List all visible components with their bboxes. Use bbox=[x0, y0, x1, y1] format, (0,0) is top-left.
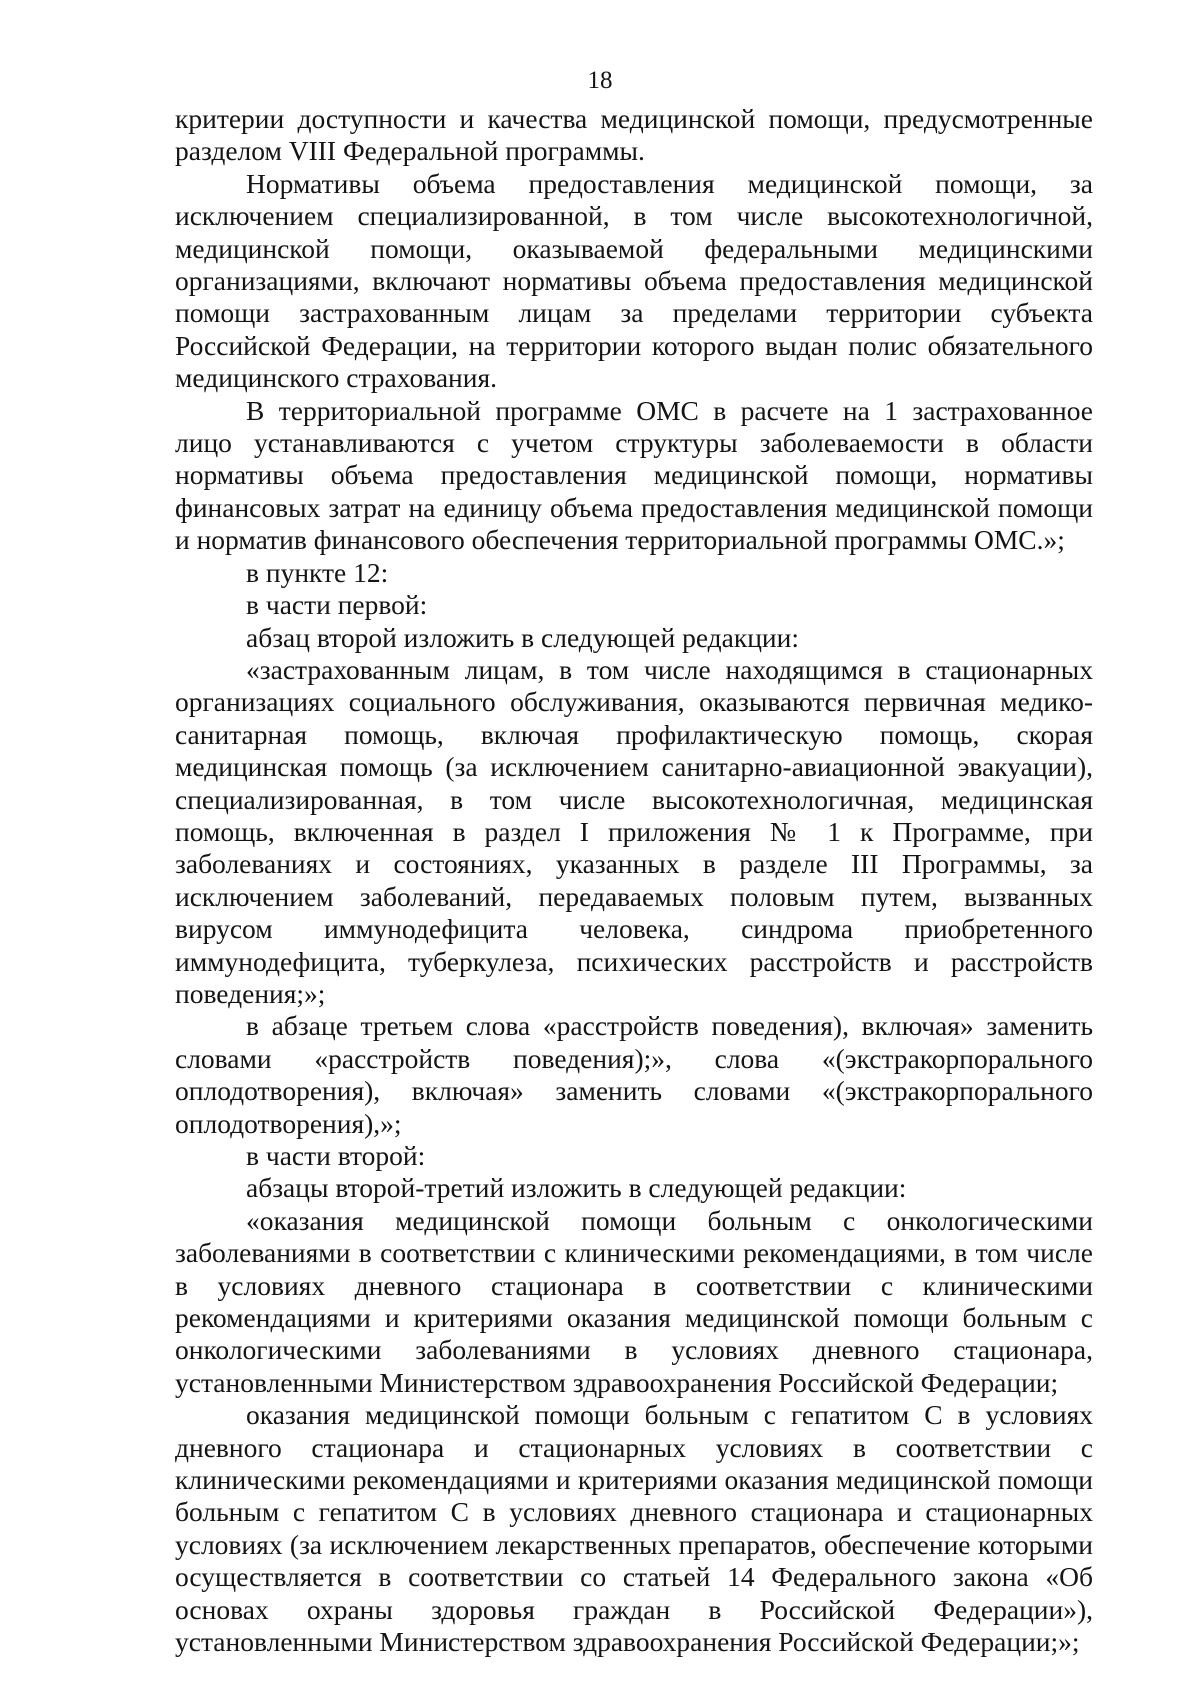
paragraph-territorial-program: В территориальной программе ОМС в расчете на 1 застрахованное лицо устанавливаются с учетом структуры заболеваемости в области нормативы объема предоставления медицинской помощи, нормативы финансовых затрат на единицу объема предоставления медицинской помощи и норматив финансового обеспечения территориальной программы ОМС.»; bbox=[175, 394, 1093, 556]
paragraph-third-abzats: в абзаце третьем слова «расстройств поведения), включая» заменить словами «расстройств поведения);», слова «(экстракорпорального оплодотворения), включая» заменить словами «(экстракорпорального оплодотворения),»; bbox=[175, 1010, 1093, 1139]
paragraph-part-one: в части первой: bbox=[246, 589, 428, 621]
paragraph-hepatitis-c: оказания медицинской помощи больным с гепатитом С в условиях дневного стационара и стационарных условиях в соответствии с клиническими рекомендациями и критериями оказания медицинской помощи больным с гепатитом С в условиях дневного стационара и стационарных условиях (за исключением лекарственных препаратов, обеспечение которыми осуществляется в соответствии со статьей 14 Федерального закона «Об основах охраны здоровья граждан в Российской Федерации»), установленными Министерством здравоохранения Российской Федерации;»; bbox=[175, 1399, 1093, 1658]
page-number: 18 bbox=[587, 67, 613, 94]
paragraph-point-12: в пункте 12: bbox=[246, 556, 389, 588]
document-body bbox=[175, 103, 1093, 1659]
paragraph-continuation: критерии доступности и качества медицинской помощи, предусмотренные разделом VIII Федеральной программы. bbox=[175, 103, 1093, 167]
paragraph-volume-norms: Нормативы объема предоставления медицинской помощи, за исключением специализированной, в том числе высокотехнологичной, медицинской помощи, оказываемой федеральными медицинскими организациями, включают нормативы объема предоставления медицинской помощи застрахованным лицам за пределами территории субъекта Российской Федерации, на территории которого выдан полис обязательного медицинского страхования. bbox=[175, 167, 1093, 394]
paragraph-part-two: в части второй: bbox=[246, 1140, 426, 1171]
paragraph-second-abzats: абзац второй изложить в следующей редакции: bbox=[246, 621, 800, 653]
paragraph-insured-persons: «застрахованным лицам, в том числе находящимся в стационарных организациях социального обслуживания, оказываются первичная медико-санитарная помощь, включая профилактическую помощь, скорая медицинская помощь (за исключением санитарно-авиационной эвакуации), специализированная, в том числе высокотехнологичная, медицинская помощь, включенная в раздел I приложения № 1 к Программе, при заболеваниях и состояниях, указанных в разделе III Программы, за исключением заболеваний, передаваемых половым путем, вызванных вирусом иммунодефицита человека, синдрома приобретенного иммунодефицита, туберкулеза, психических расстройств и расстройств поведения;»; bbox=[175, 653, 1093, 1009]
paragraph-oncology: «оказания медицинской помощи больным с онкологическими заболеваниями в соответствии с клиническими рекомендациями, в том числе в условиях дневного стационара в соответствии с клиническими рекомендациями и критериями оказания медицинской помощи больным с онкологическими заболеваниями в условиях дневного стационара, установленными Министерством здравоохранения Российской Федерации; bbox=[175, 1204, 1093, 1398]
paragraph-abzatsy-2-3: абзацы второй-третий изложить в следующей редакции: bbox=[246, 1172, 907, 1204]
